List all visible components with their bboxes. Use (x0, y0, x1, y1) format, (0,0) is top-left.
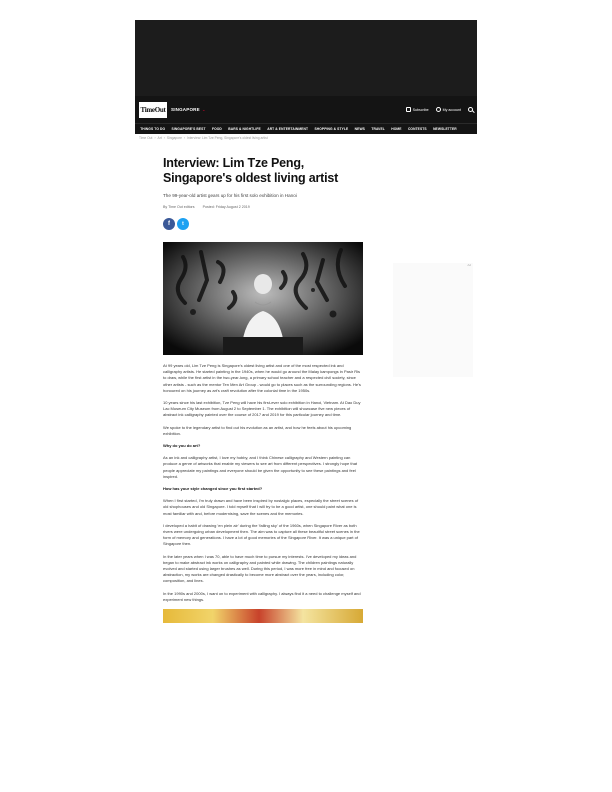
breadcrumb-current: Interview: Lim Tze Peng, Singapore's oldest living artist (187, 136, 268, 140)
answer-paragraph: When I first started, I'm truly drawn and have been inspired by nostalgic places, especially the street scenes of old shophouses and old Singapore. I told myself that I will try to be a good artist, one should paint what one is most familiar with and, before modernising, save the scenes and the memories. (163, 498, 359, 516)
mail-icon (406, 107, 411, 112)
article-body (163, 363, 363, 623)
nav-item-food[interactable]: FOOD (211, 127, 222, 131)
answer-paragraph: In the 1990s and 2000s, I want on to experiment with calligraphy. I always find it a need to challenge myself and experiment new things. (163, 590, 361, 602)
breadcrumb-art[interactable]: Art (157, 136, 162, 140)
nav-item-shopping-style[interactable]: SHOPPING & STYLE (314, 127, 349, 131)
nav-item-contests[interactable]: CONTESTS (407, 127, 427, 131)
nav-item-things-to-do[interactable]: THINGS TO DO (140, 127, 166, 131)
twitter-share-button[interactable]: t (177, 218, 189, 230)
main-nav (135, 123, 477, 134)
posted-date: Posted: Friday August 2 2019 (202, 205, 250, 209)
facebook-share-button[interactable]: f (163, 218, 175, 230)
breadcrumb-home[interactable]: Time Out (139, 136, 153, 140)
subscribe-link[interactable] (406, 107, 429, 112)
question-heading: How has your style changed since you first started? (163, 486, 263, 492)
nav-item-singapores-best[interactable]: SINGAPORE'S BEST (171, 127, 206, 131)
sidebar-ad[interactable] (393, 263, 473, 377)
nav-item-art-entertainment[interactable]: ART & ENTERTAINMENT (267, 127, 309, 131)
nav-item-bars-nightlife[interactable]: BARS & NIGHTLIFE (228, 127, 261, 131)
breadcrumb-separator: › (183, 136, 186, 140)
subscribe-label: Subscribe (412, 107, 429, 112)
city-selector[interactable]: SINGAPORE (171, 107, 200, 112)
breadcrumb-separator: › (163, 136, 165, 140)
header-actions (406, 107, 473, 112)
chevron-down-icon[interactable]: ⌄ (201, 106, 206, 112)
article (163, 156, 363, 623)
question-heading: Why do you do art? (163, 443, 201, 449)
account-label: My account (442, 107, 461, 112)
top-ad-banner (135, 20, 477, 96)
nav-item-travel[interactable]: TRAVEL (371, 127, 385, 131)
page-title: Interview: Lim Tze Peng, Singapore's oldest living artist (163, 156, 339, 185)
artwork-photo (163, 609, 363, 623)
byline (163, 205, 363, 209)
paragraph: We spoke to the legendary artist to find out his evolution as an artist, and how he feels about his upcoming exhibition. (163, 424, 352, 436)
nav-item-news[interactable]: NEWS (354, 127, 365, 131)
breadcrumb-singapore[interactable]: Singapore (166, 136, 182, 140)
nav-item-newsletter[interactable]: NEWSLETTER (433, 127, 457, 131)
answer-paragraph: In the later years when I was 70, able to have much time to pursue my interests. I've developed my ideas and began to make abstract ink works on calligraphy and painted while drawing. The children paintings naturally evolved and started using larger brushes as well. During this period, I was more free in mind and focused on abstraction, my works are changed drastically to become more abstract over the years, including color, composition, and lines. (163, 553, 357, 584)
site-header (135, 96, 477, 123)
answer-paragraph: As an ink and calligraphy artist, I love my hobby, and I think Chinese calligraphy and Western painting can produce a genre of artworks that enable my viewers to see art from different perspectives. I strongly hope that people appreciate my paintings and everyone should be given the opportunity to see these paintings and feel inspired. (163, 455, 358, 479)
ad-label: Ad (467, 263, 471, 267)
breadcrumb (135, 134, 477, 142)
nav-item-home[interactable]: HOME (391, 127, 402, 131)
account-link[interactable] (436, 107, 461, 112)
search-icon[interactable] (468, 107, 473, 112)
answer-paragraph: I developed a habit of drawing 'en plein air' during the 'falling sky' of the 1960s, when Singapore River as both rivers were undergoing urban development then. The aim was to capture all these beautiful street scenes in the form of memory and generations. I have a lot of good memories of the Singapore River. It was a unique part of Singapore then. (163, 522, 360, 547)
breadcrumb-separator: › (154, 136, 156, 140)
article-subtitle: The 99-year-old artist gears up for his first solo exhibition in Hanoi (163, 193, 297, 198)
share-buttons (163, 218, 363, 230)
author[interactable]: By Time Out editors (163, 205, 195, 209)
browser-page (135, 20, 477, 792)
paragraph: At 99 years old, Lim Tze Peng is Singapore's oldest living artist and one of the most respected ink and calligraphy artists. He started painting in the 1940s, when he would go around the Malay kampongs in Pasir Ris to draw, while the first artist in the two-year-long, a primary school teacher and a respected civil society, since other artists - such as the mentor Ten Men Art Group - would go to places such as the surrounding regions. He's honoured on his journey as art's craft revolution after the colonial time in the 1950s. (163, 363, 361, 393)
hero-photo (163, 242, 363, 355)
timeout-logo[interactable]: TimeOut (139, 102, 167, 118)
paragraph: 10 years since his last exhibition, Tze Peng will have his first-ever solo exhibition in Hanoi, Vietnam. At Dao Duy Lac Museum City Museum from August 2 to September 1. The exhibition will showcase five new pieces of abstract ink calligraphy painted over the course of 2017 and 2019 for this particular journey and time. (163, 400, 361, 418)
user-icon (436, 107, 441, 112)
